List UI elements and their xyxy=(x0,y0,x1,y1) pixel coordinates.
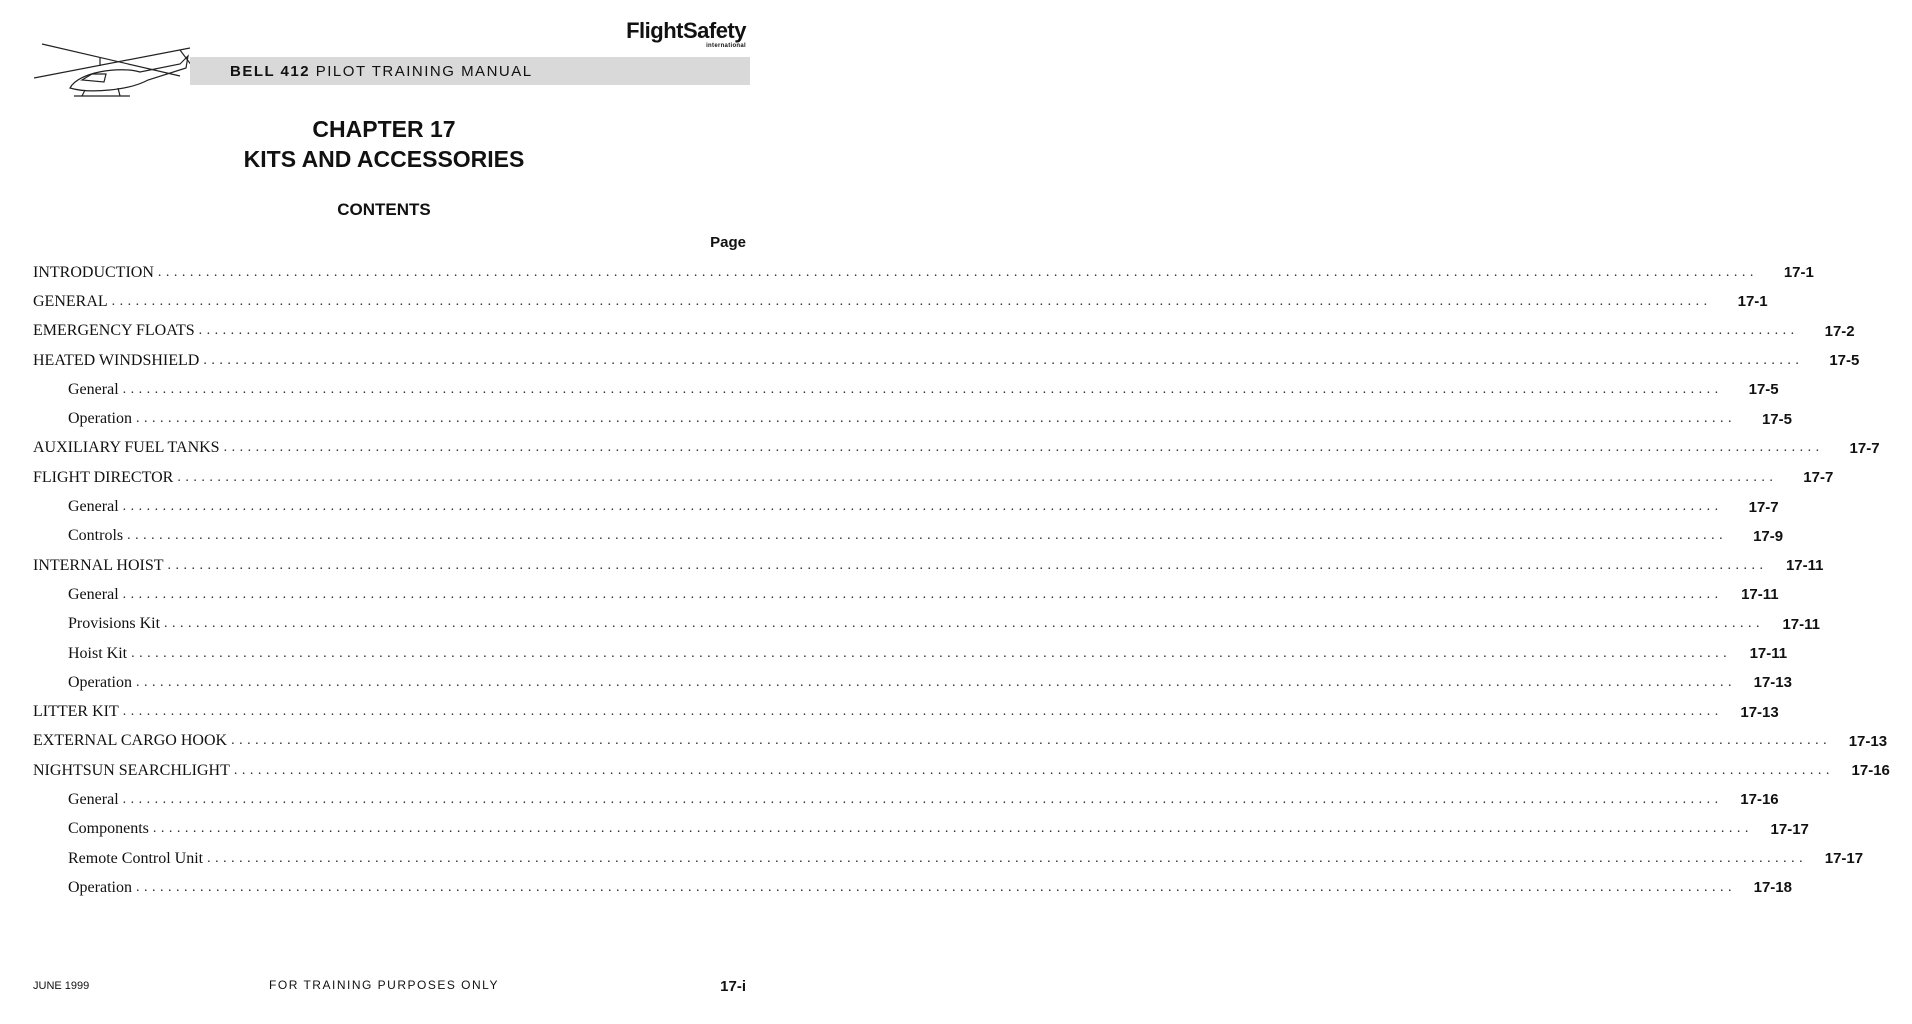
toc-entry-page: 17-5 xyxy=(1748,381,1779,399)
toc-entry xyxy=(0,463,1834,492)
toc-entry-label: INTERNAL HOIST xyxy=(33,556,164,574)
toc-entry-page: 17-13 xyxy=(1753,674,1792,692)
toc-entry xyxy=(0,492,1779,521)
dot-leader: . . . . . . . . . . . . . . . . . . . . . . . . . . . . . . . . . . . . . . . . . . . . . . . . . . . . . . . . . . . . . . . . . . . . . . . . . . . . . . . . . . . . . . . . . . . . . . . . . . . . . . . . . . . . . . . . . . . . . . . . . . . . . . . . . . . . . . . . . . . . . . . . . . . . . . . . . . . . . . . . . . . . . . . . . . . . . . . . . . . . . . . . . . . . . . . . . . . . . . . . xyxy=(122,381,1719,397)
toc-entry-label: GENERAL xyxy=(33,292,108,310)
dot-leader: . . . . . . . . . . . . . . . . . . . . . . . . . . . . . . . . . . . . . . . . . . . . . . . . . . . . . . . . . . . . . . . . . . . . . . . . . . . . . . . . . . . . . . . . . . . . . . . . . . . . . . . . . . . . . . . . . . . . . . . . . . . . . . . . . . . . . . . . . . . . . . . . . . . . . . . . . . . . . . . . . . . . . . . . . . . . . . . . . . . . . . . . . . . . . . . . . . . . . . . . xyxy=(203,352,1800,368)
toc-entry-page: 17-9 xyxy=(1753,527,1784,545)
toc-entry-page: 17-11 xyxy=(1749,645,1788,662)
toc-entry xyxy=(0,346,1860,375)
dot-leader: . . . . . . . . . . . . . . . . . . . . . . . . . . . . . . . . . . . . . . . . . . . . . . . . . . . . . . . . . . . . . . . . . . . . . . . . . . . . . . . . . . . . . . . . . . . . . . . . . . . . . . . . . . . . . . . . . . . . . . . . . . . . . . . . . . . . . . . . . . . . . . . . . . . . . . . . . . . . . . . . . . . . . . . . . . . . . . . . . . . . . . . . . . . . . . . . . . . . . . . . xyxy=(157,264,1754,280)
logo-main-text: FlightSafety xyxy=(626,18,746,43)
dot-leader: . . . . . . . . . . . . . . . . . . . . . . . . . . . . . . . . . . . . . . . . . . . . . . . . . . . . . . . . . . . . . . . . . . . . . . . . . . . . . . . . . . . . . . . . . . . . . . . . . . . . . . . . . . . . . . . . . . . . . . . . . . . . . . . . . . . . . . . . . . . . . . . . . . . . . . . . . . . . . . . . . . . . . . . . . . . . . . . . . . . . . . . . . . . . . . . . . . . . . . . . xyxy=(233,762,1830,778)
toc-entry-label: Components xyxy=(68,820,149,838)
toc-entry-label: EMERGENCY FLOATS xyxy=(33,322,195,340)
toc-entry-label: Controls xyxy=(68,527,124,545)
toc-entry-page: 17-5 xyxy=(1761,410,1792,428)
header-banner xyxy=(190,57,750,85)
page-column-header: Page xyxy=(710,234,746,251)
dot-leader: . . . . . . . . . . . . . . . . . . . . . . . . . . . . . . . . . . . . . . . . . . . . . . . . . . . . . . . . . . . . . . . . . . . . . . . . . . . . . . . . . . . . . . . . . . . . . . . . . . . . . . . . . . . . . . . . . . . . . . . . . . . . . . . . . . . . . . . . . . . . . . . . . . . . . . . . . . . . . . . . . . . . . . . . . . . . . . . . . . . . . . . . . . . . . . . . . . . . . . . . xyxy=(122,791,1719,807)
toc-entry xyxy=(0,522,1784,551)
toc-entry-page: 17-17 xyxy=(1770,820,1809,838)
toc-entry-label: NIGHTSUN SEARCHLIGHT xyxy=(33,761,230,779)
toc-entry-label: INTRODUCTION xyxy=(33,263,154,281)
toc-entry xyxy=(0,404,1792,433)
toc-entry-label: Hoist Kit xyxy=(68,644,128,662)
toc-entry xyxy=(0,873,1792,902)
toc-entry xyxy=(0,697,1779,726)
toc-entry xyxy=(0,639,1788,668)
toc-entry xyxy=(0,756,1890,785)
table-of-contents xyxy=(0,258,1890,903)
logo-sub-text: international xyxy=(706,43,746,49)
toc-entry-page: 17-11 xyxy=(1785,557,1824,575)
toc-entry-page: 17-11 xyxy=(1782,615,1821,633)
toc-entry-page: 17-2 xyxy=(1824,322,1855,340)
dot-leader: . . . . . . . . . . . . . . . . . . . . . . . . . . . . . . . . . . . . . . . . . . . . . . . . . . . . . . . . . . . . . . . . . . . . . . . . . . . . . . . . . . . . . . . . . . . . . . . . . . . . . . . . . . . . . . . . . . . . . . . . . . . . . . . . . . . . . . . . . . . . . . . . . . . . . . . . . . . . . . . . . . . . . . . . . . . . . . . . . . . . . . . . . . . . . . . . . . . . . . . . xyxy=(135,879,1732,895)
toc-entry-page: 17-16 xyxy=(1851,762,1890,780)
dot-leader: . . . . . . . . . . . . . . . . . . . . . . . . . . . . . . . . . . . . . . . . . . . . . . . . . . . . . . . . . . . . . . . . . . . . . . . . . . . . . . . . . . . . . . . . . . . . . . . . . . . . . . . . . . . . . . . . . . . . . . . . . . . . . . . . . . . . . . . . . . . . . . . . . . . . . . . . . . . . . . . . . . . . . . . . . . . . . . . . . . . . . . . . . . . . . . . . . . . . . . . . xyxy=(135,411,1732,427)
toc-entry-page: 17-18 xyxy=(1753,879,1792,897)
dot-leader: . . . . . . . . . . . . . . . . . . . . . . . . . . . . . . . . . . . . . . . . . . . . . . . . . . . . . . . . . . . . . . . . . . . . . . . . . . . . . . . . . . . . . . . . . . . . . . . . . . . . . . . . . . . . . . . . . . . . . . . . . . . . . . . . . . . . . . . . . . . . . . . . . . . . . . . . . . . . . . . . . . . . . . . . . . . . . . . . . . . . . . . . . . . . . . . . . . . . . . . . xyxy=(167,557,1764,573)
dot-leader: . . . . . . . . . . . . . . . . . . . . . . . . . . . . . . . . . . . . . . . . . . . . . . . . . . . . . . . . . . . . . . . . . . . . . . . . . . . . . . . . . . . . . . . . . . . . . . . . . . . . . . . . . . . . . . . . . . . . . . . . . . . . . . . . . . . . . . . . . . . . . . . . . . . . . . . . . . . . . . . . . . . . . . . . . . . . . . . . . . . . . . . . . . . . . . . . . . . . . . . . xyxy=(122,704,1719,720)
toc-entry xyxy=(0,258,1814,287)
toc-entry-label: General xyxy=(68,380,119,398)
toc-entry-label: General xyxy=(68,498,119,516)
toc-entry-label: AUXILIARY FUEL TANKS xyxy=(33,439,220,457)
toc-entry xyxy=(0,317,1855,346)
dot-leader: . . . . . . . . . . . . . . . . . . . . . . . . . . . . . . . . . . . . . . . . . . . . . . . . . . . . . . . . . . . . . . . . . . . . . . . . . . . . . . . . . . . . . . . . . . . . . . . . . . . . . . . . . . . . . . . . . . . . . . . . . . . . . . . . . . . . . . . . . . . . . . . . . . . . . . . . . . . . . . . . . . . . . . . . . . . . . . . . . . . . . . . . . . . . . . . . . . . . . . . . xyxy=(122,586,1719,602)
toc-entry-label: LITTER KIT xyxy=(33,703,119,721)
toc-entry-label: HEATED WINDSHIELD xyxy=(33,351,200,369)
dot-leader: . . . . . . . . . . . . . . . . . . . . . . . . . . . . . . . . . . . . . . . . . . . . . . . . . . . . . . . . . . . . . . . . . . . . . . . . . . . . . . . . . . . . . . . . . . . . . . . . . . . . . . . . . . . . . . . . . . . . . . . . . . . . . . . . . . . . . . . . . . . . . . . . . . . . . . . . . . . . . . . . . . . . . . . . . . . . . . . . . . . . . . . . . . . . . . . . . . . . . . . . xyxy=(131,645,1728,661)
toc-entry-page: 17-17 xyxy=(1824,850,1864,868)
dot-leader: . . . . . . . . . . . . . . . . . . . . . . . . . . . . . . . . . . . . . . . . . . . . . . . . . . . . . . . . . . . . . . . . . . . . . . . . . . . . . . . . . . . . . . . . . . . . . . . . . . . . . . . . . . . . . . . . . . . . . . . . . . . . . . . . . . . . . . . . . . . . . . . . . . . . . . . . . . . . . . . . . . . . . . . . . . . . . . . . . . . . . . . . . . . . . . . . . . . . . . . . xyxy=(122,499,1719,515)
dot-leader: . . . . . . . . . . . . . . . . . . . . . . . . . . . . . . . . . . . . . . . . . . . . . . . . . . . . . . . . . . . . . . . . . . . . . . . . . . . . . . . . . . . . . . . . . . . . . . . . . . . . . . . . . . . . . . . . . . . . . . . . . . . . . . . . . . . . . . . . . . . . . . . . . . . . . . . . . . . . . . . . . . . . . . . . . . . . . . . . . . . . . . . . . . . . . . . . . . . . . . . . xyxy=(207,850,1804,866)
toc-entry-page: 17-13 xyxy=(1740,703,1779,721)
toc-entry-label: Operation xyxy=(68,673,132,691)
toc-entry xyxy=(0,375,1779,404)
toc-entry-page: 17-13 xyxy=(1848,732,1888,750)
flightsafety-logo xyxy=(626,20,746,50)
toc-entry xyxy=(0,434,1880,463)
toc-entry xyxy=(0,668,1792,697)
toc-entry xyxy=(0,610,1821,639)
toc-entry-label: General xyxy=(68,790,119,808)
helicopter-icon xyxy=(30,36,200,106)
toc-entry xyxy=(0,785,1779,814)
toc-entry-label: Remote Control Unit xyxy=(68,849,204,867)
toc-entry xyxy=(0,580,1779,609)
toc-entry-page: 17-7 xyxy=(1748,498,1779,516)
aircraft-model: BELL 412 xyxy=(230,63,311,80)
toc-entry xyxy=(0,287,1768,316)
dot-leader: . . . . . . . . . . . . . . . . . . . . . . . . . . . . . . . . . . . . . . . . . . . . . . . . . . . . . . . . . . . . . . . . . . . . . . . . . . . . . . . . . . . . . . . . . . . . . . . . . . . . . . . . . . . . . . . . . . . . . . . . . . . . . . . . . . . . . . . . . . . . . . . . . . . . . . . . . . . . . . . . . . . . . . . . . . . . . . . . . . . . . . . . . . . . . . . . . . . . . . . . xyxy=(198,323,1795,339)
toc-entry xyxy=(0,551,1824,580)
toc-entry-page: 17-7 xyxy=(1803,469,1834,487)
toc-entry xyxy=(0,815,1809,844)
dot-leader: . . . . . . . . . . . . . . . . . . . . . . . . . . . . . . . . . . . . . . . . . . . . . . . . . . . . . . . . . . . . . . . . . . . . . . . . . . . . . . . . . . . . . . . . . . . . . . . . . . . . . . . . . . . . . . . . . . . . . . . . . . . . . . . . . . . . . . . . . . . . . . . . . . . . . . . . . . . . . . . . . . . . . . . . . . . . . . . . . . . . . . . . . . . . . . . . . . . . . . . . xyxy=(152,821,1749,837)
dot-leader: . . . . . . . . . . . . . . . . . . . . . . . . . . . . . . . . . . . . . . . . . . . . . . . . . . . . . . . . . . . . . . . . . . . . . . . . . . . . . . . . . . . . . . . . . . . . . . . . . . . . . . . . . . . . . . . . . . . . . . . . . . . . . . . . . . . . . . . . . . . . . . . . . . . . . . . . . . . . . . . . . . . . . . . . . . . . . . . . . . . . . . . . . . . . . . . . . . . . . . . . xyxy=(164,616,1761,632)
toc-entry-page: 17-5 xyxy=(1829,352,1860,370)
toc-entry-page: 17-11 xyxy=(1741,586,1779,604)
dot-leader: . . . . . . . . . . . . . . . . . . . . . . . . . . . . . . . . . . . . . . . . . . . . . . . . . . . . . . . . . . . . . . . . . . . . . . . . . . . . . . . . . . . . . . . . . . . . . . . . . . . . . . . . . . . . . . . . . . . . . . . . . . . . . . . . . . . . . . . . . . . . . . . . . . . . . . . . . . . . . . . . . . . . . . . . . . . . . . . . . . . . . . . . . . . . . . . . . . . . . . . . xyxy=(135,674,1732,690)
manual-title xyxy=(230,63,533,80)
footer-date: JUNE 1999 xyxy=(33,980,90,992)
contents-heading: CONTENTS xyxy=(337,200,431,219)
dot-leader: . . . . . . . . . . . . . . . . . . . . . . . . . . . . . . . . . . . . . . . . . . . . . . . . . . . . . . . . . . . . . . . . . . . . . . . . . . . . . . . . . . . . . . . . . . . . . . . . . . . . . . . . . . . . . . . . . . . . . . . . . . . . . . . . . . . . . . . . . . . . . . . . . . . . . . . . . . . . . . . . . . . . . . . . . . . . . . . . . . . . . . . . . . . . . . . . . . . . . . . . xyxy=(177,469,1774,485)
chapter-number: CHAPTER 17 xyxy=(312,116,456,142)
toc-entry-page: 17-16 xyxy=(1740,791,1779,809)
toc-entry-page: 17-1 xyxy=(1783,264,1814,282)
toc-entry xyxy=(0,844,1864,873)
manual-name: PILOT TRAINING MANUAL xyxy=(310,63,533,80)
footer-notice: FOR TRAINING PURPOSES ONLY xyxy=(269,978,499,992)
toc-entry-label: FLIGHT DIRECTOR xyxy=(33,468,174,486)
toc-entry xyxy=(0,727,1888,756)
toc-entry-label: Operation xyxy=(68,410,132,428)
toc-entry-page: 17-7 xyxy=(1849,439,1880,457)
toc-entry-label: EXTERNAL CARGO HOOK xyxy=(33,732,228,750)
footer-page-number: 17-i xyxy=(720,978,746,995)
toc-entry-label: Provisions Kit xyxy=(68,615,161,633)
toc-entry-page: 17-1 xyxy=(1737,293,1768,311)
dot-leader: . . . . . . . . . . . . . . . . . . . . . . . . . . . . . . . . . . . . . . . . . . . . . . . . . . . . . . . . . . . . . . . . . . . . . . . . . . . . . . . . . . . . . . . . . . . . . . . . . . . . . . . . . . . . . . . . . . . . . . . . . . . . . . . . . . . . . . . . . . . . . . . . . . . . . . . . . . . . . . . . . . . . . . . . . . . . . . . . . . . . . . . . . . . . . . . . . . . . . . . . xyxy=(231,733,1828,749)
toc-entry-label: General xyxy=(68,585,119,603)
dot-leader: . . . . . . . . . . . . . . . . . . . . . . . . . . . . . . . . . . . . . . . . . . . . . . . . . . . . . . . . . . . . . . . . . . . . . . . . . . . . . . . . . . . . . . . . . . . . . . . . . . . . . . . . . . . . . . . . . . . . . . . . . . . . . . . . . . . . . . . . . . . . . . . . . . . . . . . . . . . . . . . . . . . . . . . . . . . . . . . . . . . . . . . . . . . . . . . . . . . . . . . . xyxy=(223,440,1820,456)
dot-leader: . . . . . . . . . . . . . . . . . . . . . . . . . . . . . . . . . . . . . . . . . . . . . . . . . . . . . . . . . . . . . . . . . . . . . . . . . . . . . . . . . . . . . . . . . . . . . . . . . . . . . . . . . . . . . . . . . . . . . . . . . . . . . . . . . . . . . . . . . . . . . . . . . . . . . . . . . . . . . . . . . . . . . . . . . . . . . . . . . . . . . . . . . . . . . . . . . . . . . . . . xyxy=(127,528,1724,544)
toc-entry-label: Operation xyxy=(68,878,132,896)
dot-leader: . . . . . . . . . . . . . . . . . . . . . . . . . . . . . . . . . . . . . . . . . . . . . . . . . . . . . . . . . . . . . . . . . . . . . . . . . . . . . . . . . . . . . . . . . . . . . . . . . . . . . . . . . . . . . . . . . . . . . . . . . . . . . . . . . . . . . . . . . . . . . . . . . . . . . . . . . . . . . . . . . . . . . . . . . . . . . . . . . . . . . . . . . . . . . . . . . . . . . . . . xyxy=(111,293,1708,309)
chapter-title: KITS AND ACCESSORIES xyxy=(243,146,525,172)
